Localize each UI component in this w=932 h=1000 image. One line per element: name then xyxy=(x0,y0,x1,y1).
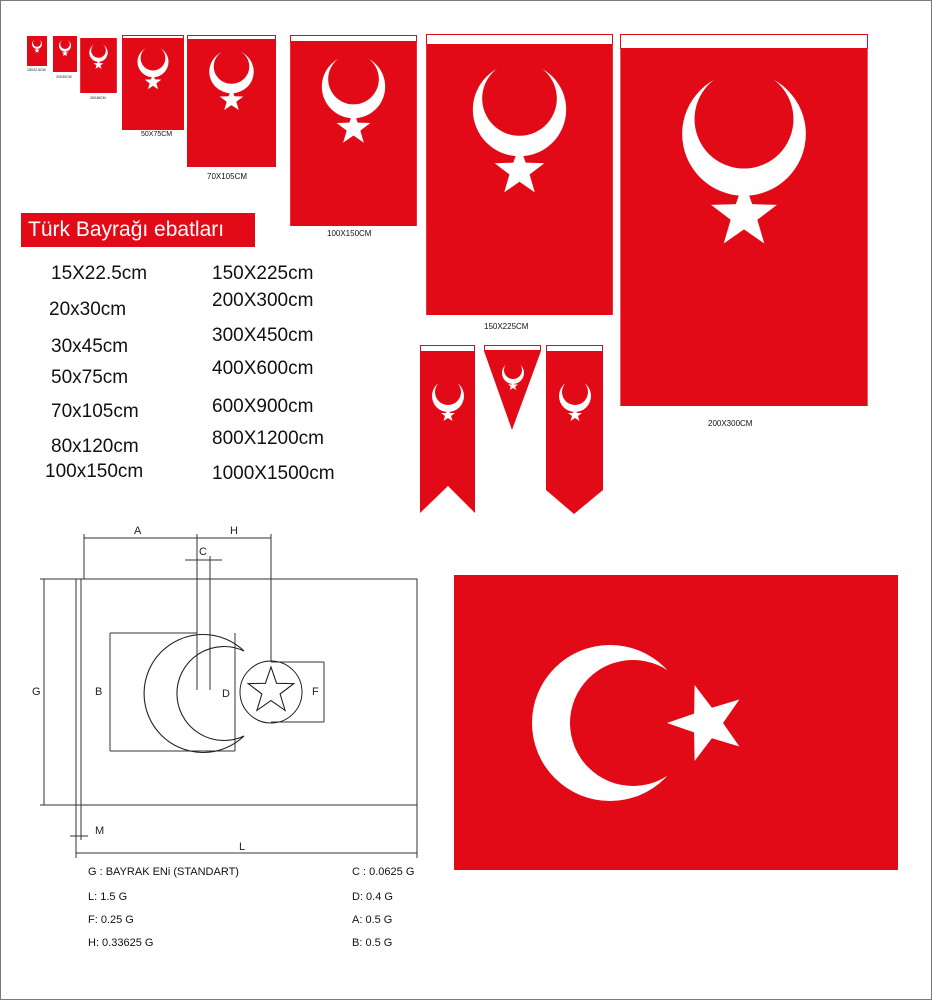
size-item: 300X450cm xyxy=(212,325,314,346)
flag-label: 30X45CM xyxy=(90,96,106,100)
legend-item: C : 0.0625 G xyxy=(352,866,415,878)
legend-item: D: 0.4 G xyxy=(352,891,393,903)
size-item: 100x150cm xyxy=(45,461,144,482)
dim-c: C xyxy=(199,546,207,558)
legend-item: F: 0.25 G xyxy=(88,914,134,926)
dim-l: L xyxy=(239,841,246,853)
flag-label: 50X75CM xyxy=(141,131,173,138)
legend-item: L: 1.5 G xyxy=(88,891,128,903)
flag-label: 150X225CM xyxy=(484,322,529,331)
legend-item: A: 0.5 G xyxy=(352,914,393,926)
size-item: 15X22.5cm xyxy=(51,263,148,284)
dim-d: D xyxy=(222,688,230,700)
page-title: Türk Bayrağı ebatları xyxy=(21,213,255,247)
size-item: 200X300cm xyxy=(212,290,314,311)
legend-item: G : BAYRAK ENi (STANDART) xyxy=(88,866,239,878)
size-item: 70x105cm xyxy=(51,401,139,422)
pennant-group xyxy=(418,343,608,518)
size-item: 400X600cm xyxy=(212,358,314,379)
legend-item: H: 0.33625 G xyxy=(88,937,154,949)
size-item: 800X1200cm xyxy=(212,428,324,449)
dim-h: H xyxy=(230,525,238,537)
size-item: 1000X1500cm xyxy=(212,463,335,484)
flag-label: 100X150CM xyxy=(327,229,372,238)
dim-b: B xyxy=(95,686,103,698)
size-item: 30x45cm xyxy=(51,336,129,357)
flag-label: 15X22.5CM xyxy=(27,68,46,72)
flag-label: 70X105CM xyxy=(207,172,248,181)
sleeve-strips xyxy=(0,0,932,60)
construction-diagram xyxy=(0,515,450,860)
size-item: 150X225cm xyxy=(212,263,314,284)
dim-a: A xyxy=(134,525,142,537)
turkish-flag-large xyxy=(454,575,898,870)
size-item: 80x120cm xyxy=(51,436,139,457)
size-item: 20x30cm xyxy=(49,299,127,320)
legend-item: B: 0.5 G xyxy=(352,937,393,949)
size-item: 600X900cm xyxy=(212,396,314,417)
dim-f: F xyxy=(312,686,319,698)
flag-label: 200X300CM xyxy=(708,419,753,428)
size-item: 50x75cm xyxy=(51,367,129,388)
flag-label: 20X30CM xyxy=(56,75,72,79)
dim-m: M xyxy=(95,825,105,837)
dim-g: G xyxy=(32,686,41,698)
